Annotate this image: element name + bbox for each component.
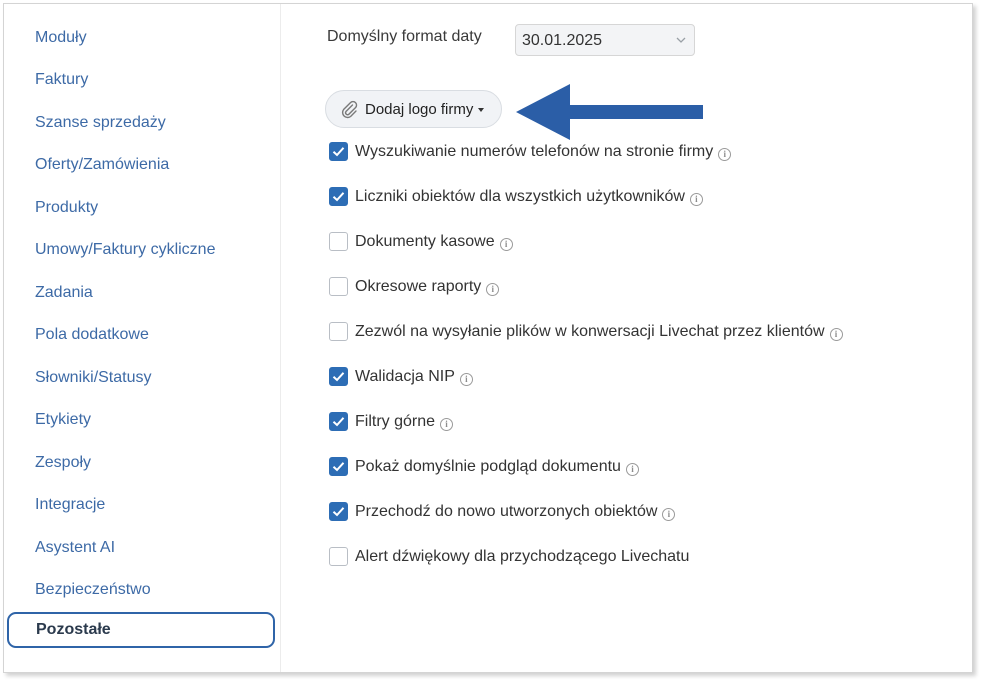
sidebar-item-oferty[interactable]: Oferty/Zamówienia [35, 156, 170, 173]
checkbox-livechat-pliki[interactable] [329, 322, 348, 341]
info-icon[interactable]: i [500, 238, 513, 251]
option-label: Alert dźwiękowy dla przychodzącego Livechatu [355, 548, 690, 565]
sidebar-item-slowniki[interactable]: Słowniki/Statusy [35, 369, 152, 386]
checkbox-dokumenty-kasowe[interactable] [329, 232, 348, 251]
checkbox-filtry-gorne[interactable] [329, 412, 348, 431]
arrow-left-icon [514, 82, 704, 142]
option-label: Pokaż domyślnie podgląd dokumentu [355, 458, 621, 475]
checkbox-wyszukiwanie[interactable] [329, 142, 348, 161]
chevron-down-icon [676, 35, 686, 45]
sidebar-item-integracje[interactable]: Integracje [35, 496, 106, 513]
info-icon[interactable]: i [662, 508, 675, 521]
date-format-label: Domyślny format daty [327, 28, 482, 45]
sidebar-item-asystent-ai[interactable]: Asystent AI [35, 539, 116, 556]
checkbox-podglad-dokumentu[interactable] [329, 457, 348, 476]
checkbox-alert-livechat[interactable] [329, 547, 348, 566]
caret-down-icon [478, 108, 484, 112]
option-label: Walidacja NIP [355, 368, 455, 385]
option-label: Liczniki obiektów dla wszystkich użytkowników [355, 188, 685, 205]
paperclip-icon [339, 99, 359, 119]
date-format-select[interactable] [515, 24, 695, 56]
sidebar-item-pola[interactable]: Pola dodatkowe [35, 326, 149, 343]
sidebar-item-pozostale[interactable] [7, 612, 275, 648]
option-label: Przechodź do nowo utworzonych obiektów [355, 503, 658, 520]
info-icon[interactable]: i [690, 193, 703, 206]
sidebar-item-szanse[interactable]: Szanse sprzedaży [35, 114, 166, 131]
add-logo-label: Dodaj logo firmy [365, 101, 474, 118]
date-format-value: 30.01.2025 [522, 32, 603, 49]
info-icon[interactable]: i [830, 328, 843, 341]
sidebar-item-zadania[interactable]: Zadania [35, 284, 93, 301]
settings-sidebar [4, 4, 281, 672]
option-label: Filtry górne [355, 413, 436, 430]
option-label: Okresowe raporty [355, 278, 482, 295]
checkbox-liczniki[interactable] [329, 187, 348, 206]
add-logo-button[interactable] [325, 90, 502, 128]
option-label: Zezwól na wysyłanie plików w konwersacji Livechat przez klientów [355, 323, 825, 340]
sidebar-item-produkty[interactable]: Produkty [35, 199, 99, 216]
option-label: Dokumenty kasowe [355, 233, 495, 250]
sidebar-item-zespoly[interactable]: Zespoły [35, 454, 92, 471]
info-icon[interactable]: i [460, 373, 473, 386]
info-icon[interactable]: i [440, 418, 453, 431]
info-icon[interactable]: i [486, 283, 499, 296]
info-icon[interactable]: i [718, 148, 731, 161]
sidebar-item-etykiety[interactable]: Etykiety [35, 411, 92, 428]
sidebar-item-umowy[interactable]: Umowy/Faktury cykliczne [35, 241, 216, 258]
sidebar-item-moduly[interactable]: Moduły [35, 29, 87, 46]
option-label: Wyszukiwanie numerów telefonów na stronie firmy [355, 143, 714, 160]
info-icon[interactable]: i [626, 463, 639, 476]
checkbox-nowe-obiekty[interactable] [329, 502, 348, 521]
checkbox-walidacja-nip[interactable] [329, 367, 348, 386]
sidebar-item-bezpieczenstwo[interactable]: Bezpieczeństwo [35, 581, 151, 598]
sidebar-item-faktury[interactable]: Faktury [35, 71, 89, 88]
checkbox-okresowe-raporty[interactable] [329, 277, 348, 296]
sidebar-item-label: Pozostałe [36, 621, 111, 638]
